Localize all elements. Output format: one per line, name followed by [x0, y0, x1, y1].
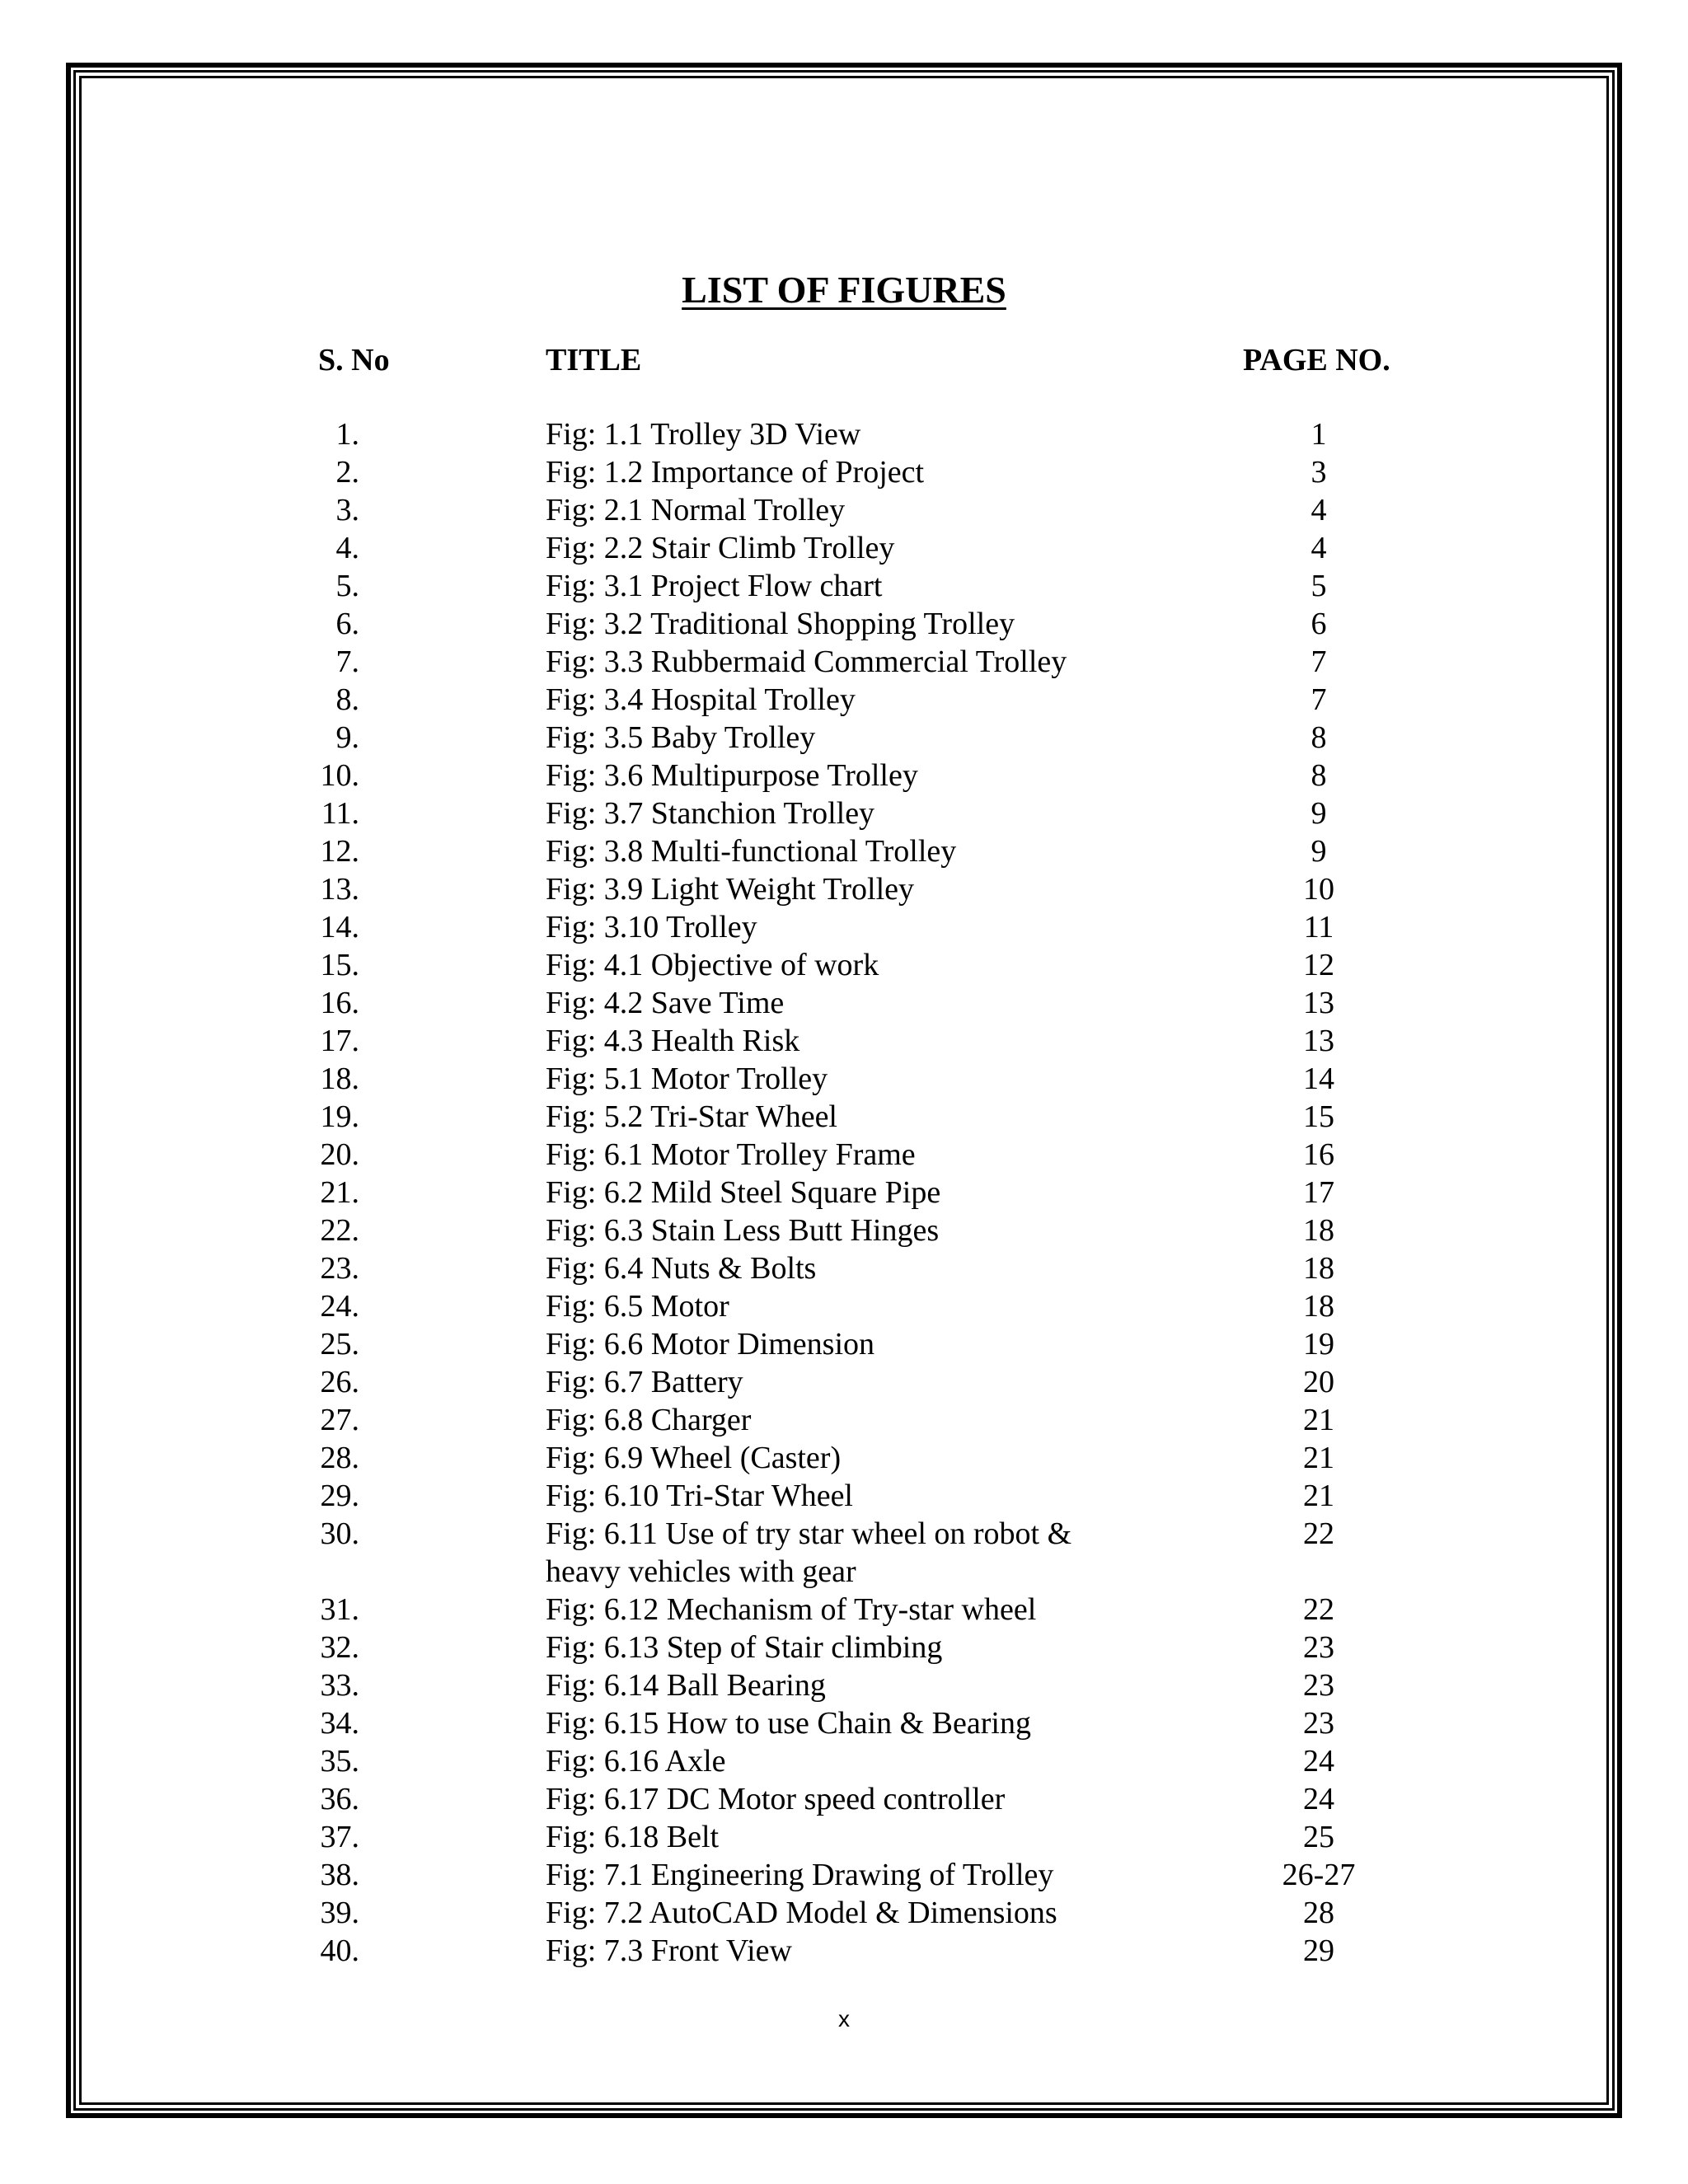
figure-row	[0, 1742, 1688, 1780]
figure-sno: 20.	[320, 1137, 359, 1172]
figure-row	[0, 643, 1688, 681]
figure-title: Fig: 6.7 Battery	[546, 1365, 743, 1399]
figure-page: 26-27	[1282, 1858, 1356, 1892]
figure-page: 17	[1303, 1175, 1334, 1210]
figure-row	[0, 1174, 1688, 1212]
figure-sno: 22.	[320, 1213, 359, 1248]
figure-page: 8	[1311, 720, 1327, 755]
figure-sno: 16.	[320, 986, 359, 1020]
figure-title: Fig: 6.10 Tri-Star Wheel	[546, 1479, 853, 1513]
figure-sno: 17.	[320, 1024, 359, 1058]
figure-sno: 4.	[335, 531, 359, 565]
figure-row	[0, 567, 1688, 605]
figure-title: Fig: 3.1 Project Flow chart	[546, 569, 883, 603]
figure-title: Fig: 3.4 Hospital Trolley	[546, 682, 856, 717]
figure-title: Fig: 6.6 Motor Dimension	[546, 1327, 875, 1361]
figure-row	[0, 1022, 1688, 1060]
figure-sno: 39.	[320, 1896, 359, 1930]
figure-row	[0, 1136, 1688, 1174]
figure-page: 22	[1303, 1516, 1334, 1551]
figure-title: Fig: 3.7 Stanchion Trolley	[546, 796, 875, 831]
figure-title: Fig: 6.8 Charger	[546, 1403, 752, 1437]
figure-sno: 3.	[335, 493, 359, 527]
figure-row	[0, 491, 1688, 529]
figure-sno: 10.	[320, 758, 359, 793]
figure-page: 24	[1303, 1782, 1334, 1816]
figure-page: 4	[1311, 531, 1327, 565]
figure-sno: 18.	[320, 1062, 359, 1096]
figure-title: Fig: 5.1 Motor Trolley	[546, 1062, 828, 1096]
figure-page: 8	[1311, 758, 1327, 793]
figure-row	[0, 794, 1688, 832]
figure-page: 7	[1311, 644, 1327, 679]
figure-sno: 27.	[320, 1403, 359, 1437]
figure-page: 23	[1303, 1668, 1334, 1703]
figure-page: 15	[1303, 1099, 1334, 1134]
figure-title: Fig: 7.2 AutoCAD Model & Dimensions	[546, 1896, 1057, 1930]
figure-row	[0, 529, 1688, 567]
column-header-page: PAGE NO.	[1243, 343, 1390, 377]
figure-title: Fig: 6.11 Use of try star wheel on robot & heavy vehicles with gear	[546, 1516, 1072, 1589]
column-header-title: TITLE	[546, 343, 642, 377]
figure-page: 21	[1303, 1479, 1334, 1513]
figure-sno: 31.	[320, 1592, 359, 1627]
figure-sno: 14.	[320, 910, 359, 944]
figure-sno: 30.	[320, 1516, 359, 1551]
figure-title: Fig: 6.12 Mechanism of Try-star wheel	[546, 1592, 1037, 1627]
figure-row	[0, 832, 1688, 870]
figure-sno: 5.	[335, 569, 359, 603]
figure-sno: 13.	[320, 872, 359, 907]
figure-page: 28	[1303, 1896, 1334, 1930]
figure-sno: 35.	[320, 1744, 359, 1779]
figure-row	[0, 1060, 1688, 1098]
figure-sno: 2.	[335, 455, 359, 490]
figure-sno: 9.	[335, 720, 359, 755]
figure-sno: 34.	[320, 1706, 359, 1741]
figure-title: Fig: 4.3 Health Risk	[546, 1024, 800, 1058]
figure-sno: 24.	[320, 1289, 359, 1324]
column-header-sno: S. No	[318, 343, 390, 377]
figure-title: Fig: 7.3 Front View	[546, 1933, 792, 1968]
figure-sno: 1.	[335, 417, 359, 452]
figure-title: Fig: 3.5 Baby Trolley	[546, 720, 816, 755]
figure-row	[0, 719, 1688, 757]
figure-sno: 11.	[321, 796, 359, 831]
figure-sno: 21.	[320, 1175, 359, 1210]
figure-page: 23	[1303, 1630, 1334, 1665]
figure-row	[0, 1666, 1688, 1704]
figure-row	[0, 1477, 1688, 1515]
figure-sno: 28.	[320, 1441, 359, 1475]
figure-page: 21	[1303, 1441, 1334, 1475]
figure-row	[0, 1704, 1688, 1742]
figure-row	[0, 605, 1688, 643]
figure-sno: 26.	[320, 1365, 359, 1399]
figure-sno: 6.	[335, 607, 359, 641]
figure-title: Fig: 3.8 Multi-functional Trolley	[546, 834, 957, 869]
figure-title: Fig: 6.15 How to use Chain & Bearing	[546, 1706, 1031, 1741]
figure-page: 16	[1303, 1137, 1334, 1172]
figure-title: Fig: 6.17 DC Motor speed controller	[546, 1782, 1006, 1816]
figure-row	[0, 1098, 1688, 1136]
figure-title: Fig: 7.1 Engineering Drawing of Trolley	[546, 1858, 1054, 1892]
figure-sno: 29.	[320, 1479, 359, 1513]
figure-title: Fig: 1.2 Importance of Project	[546, 455, 925, 490]
figure-sno: 37.	[320, 1820, 359, 1854]
figure-page: 1	[1311, 417, 1327, 452]
figure-sno: 8.	[335, 682, 359, 717]
figure-row	[0, 984, 1688, 1022]
figure-page: 19	[1303, 1327, 1334, 1361]
figure-row	[0, 1287, 1688, 1325]
figure-row	[0, 1363, 1688, 1401]
figure-title: Fig: 6.18 Belt	[546, 1820, 720, 1854]
figure-title: Fig: 3.6 Multipurpose Trolley	[546, 758, 918, 793]
figure-title: Fig: 3.3 Rubbermaid Commercial Trolley	[546, 644, 1067, 679]
figure-page: 13	[1303, 986, 1334, 1020]
figure-row	[0, 1932, 1688, 1970]
figure-title: Fig: 5.2 Tri-Star Wheel	[546, 1099, 837, 1134]
figure-page: 29	[1303, 1933, 1334, 1968]
figure-page: 5	[1311, 569, 1327, 603]
figure-title: Fig: 4.2 Save Time	[546, 986, 785, 1020]
figure-page: 9	[1311, 796, 1327, 831]
figure-title: Fig: 6.4 Nuts & Bolts	[546, 1251, 817, 1286]
figure-page: 22	[1303, 1592, 1334, 1627]
figure-page: 12	[1303, 948, 1334, 982]
figure-page: 18	[1303, 1289, 1334, 1324]
figure-page: 20	[1303, 1365, 1334, 1399]
figure-page: 6	[1311, 607, 1327, 641]
figure-title: Fig: 6.1 Motor Trolley Frame	[546, 1137, 916, 1172]
page-number: x	[838, 2006, 850, 2032]
figure-row	[0, 681, 1688, 719]
figure-row	[0, 415, 1688, 453]
figure-title: Fig: 6.16 Axle	[546, 1744, 726, 1779]
figure-title: Fig: 6.14 Ball Bearing	[546, 1668, 826, 1703]
figure-page: 24	[1303, 1744, 1334, 1779]
figure-sno: 40.	[320, 1933, 359, 1968]
figure-row	[0, 1212, 1688, 1249]
figure-page: 21	[1303, 1403, 1334, 1437]
figure-row	[0, 453, 1688, 491]
figure-row	[0, 757, 1688, 794]
figure-sno: 33.	[320, 1668, 359, 1703]
figure-row	[0, 1818, 1688, 1856]
figure-row	[0, 1401, 1688, 1439]
figure-row	[0, 1629, 1688, 1666]
figure-row	[0, 1856, 1688, 1894]
figure-title: Fig: 3.10 Trolley	[546, 910, 757, 944]
figure-title: Fig: 4.1 Objective of work	[546, 948, 879, 982]
figure-row	[0, 1894, 1688, 1932]
figure-title: Fig: 6.9 Wheel (Caster)	[546, 1441, 842, 1475]
figure-sno: 38.	[320, 1858, 359, 1892]
figure-row	[0, 1439, 1688, 1477]
figure-title: Fig: 6.5 Motor	[546, 1289, 729, 1324]
figure-row	[0, 1325, 1688, 1363]
figure-row	[0, 946, 1688, 984]
figure-title: Fig: 6.3 Stain Less Butt Hinges	[546, 1213, 940, 1248]
figure-sno: 7.	[335, 644, 359, 679]
figure-sno: 15.	[320, 948, 359, 982]
figure-title: Fig: 6.2 Mild Steel Square Pipe	[546, 1175, 941, 1210]
figure-page: 3	[1311, 455, 1327, 490]
figure-title: Fig: 6.13 Step of Stair climbing	[546, 1630, 943, 1665]
figure-row	[0, 908, 1688, 946]
figures-list	[0, 415, 1688, 1970]
figure-title: Fig: 1.1 Trolley 3D View	[546, 417, 861, 452]
figure-sno: 23.	[320, 1251, 359, 1286]
figure-page: 9	[1311, 834, 1327, 869]
figure-sno: 32.	[320, 1630, 359, 1665]
figure-sno: 12.	[320, 834, 359, 869]
figure-page: 4	[1311, 493, 1327, 527]
figure-page: 23	[1303, 1706, 1334, 1741]
figure-page: 7	[1311, 682, 1327, 717]
figure-sno: 36.	[320, 1782, 359, 1816]
figure-row	[0, 1249, 1688, 1287]
page-title: LIST OF FIGURES	[682, 269, 1006, 311]
figure-page: 18	[1303, 1213, 1334, 1248]
figure-row	[0, 1780, 1688, 1818]
figure-title: Fig: 2.2 Stair Climb Trolley	[546, 531, 895, 565]
figure-sno: 19.	[320, 1099, 359, 1134]
figure-page: 10	[1303, 872, 1334, 907]
figure-title: Fig: 2.1 Normal Trolley	[546, 493, 846, 527]
figure-page: 13	[1303, 1024, 1334, 1058]
figure-page: 11	[1303, 910, 1334, 944]
figure-page: 25	[1303, 1820, 1334, 1854]
figure-sno: 25.	[320, 1327, 359, 1361]
figure-row	[0, 1591, 1688, 1629]
figure-page: 18	[1303, 1251, 1334, 1286]
figure-row	[0, 1515, 1688, 1591]
figure-row	[0, 870, 1688, 908]
figure-page: 14	[1303, 1062, 1334, 1096]
figure-title: Fig: 3.9 Light Weight Trolley	[546, 872, 915, 907]
figure-title: Fig: 3.2 Traditional Shopping Trolley	[546, 607, 1015, 641]
